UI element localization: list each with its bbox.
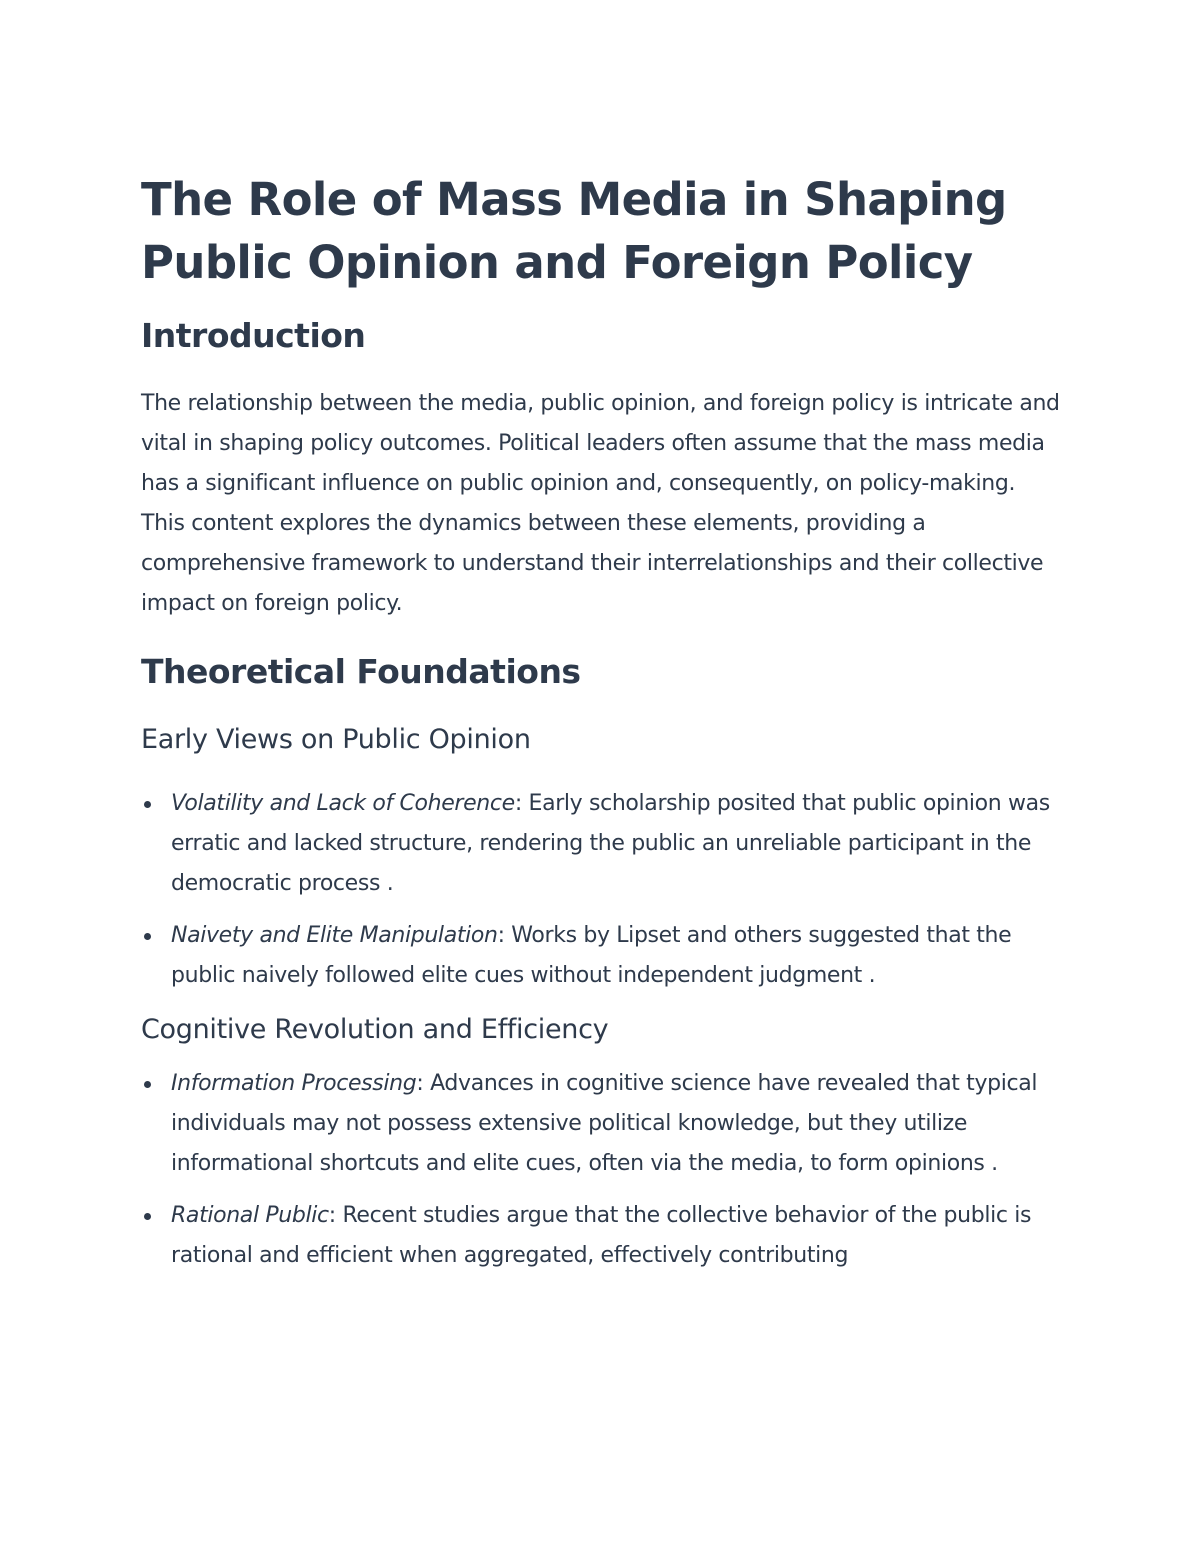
list-item-text: : Recent studies argue that the collective behavior of the public is rational and efficient when aggregated, effectively contributing (171, 1203, 1032, 1268)
early-views-heading: Early Views on Public Opinion (141, 724, 531, 755)
bullet-icon (144, 1081, 151, 1088)
early-views-list (141, 784, 1061, 996)
list-item-term: Naivety and Elite Manipulation (171, 923, 498, 948)
list-item (141, 916, 1061, 996)
cognitive-revolution-heading: Cognitive Revolution and Efficiency (141, 1014, 609, 1045)
document-page (141, 168, 1061, 1276)
list-item-term: Rational Public (171, 1203, 329, 1228)
cognitive-revolution-list (141, 1064, 1061, 1276)
list-item-text: : Advances in cognitive science have revealed that typical individuals may not possess extensive political knowledge, but they utilize informational shortcuts and elite cues, often via the media, to form opinions . (171, 1071, 1038, 1176)
introduction-heading: Introduction (141, 316, 366, 355)
list-item-term: Volatility and Lack of Coherence (171, 791, 515, 816)
list-item (141, 784, 1061, 904)
list-item-text: : Works by Lipset and others suggested that the public naively followed elite cues without independent judgment . (171, 923, 1012, 988)
bullet-icon (144, 1213, 151, 1220)
list-item (141, 1196, 1061, 1276)
list-item-term: Information Processing (171, 1071, 417, 1096)
bullet-icon (144, 801, 151, 808)
introduction-paragraph: The relationship between the media, public opinion, and foreign policy is intricate and vital in shaping policy outcomes. Political leaders often assume that the mass media has a significant influence on public opinion and, consequently, on policy-making. This content explores the dynamics between these elements, providing a comprehensive framework to understand their interrelationships and their collective impact on foreign policy. (141, 391, 1060, 616)
document-title: The Role of Mass Media in Shaping Public Opinion and Foreign Policy (141, 173, 1007, 289)
list-item (141, 1064, 1061, 1184)
list-item-text: : Early scholarship posited that public opinion was erratic and lacked structure, rendering the public an unreliable participant in the democratic process . (171, 791, 1050, 896)
bullet-icon (144, 933, 151, 940)
theoretical-foundations-heading: Theoretical Foundations (141, 652, 581, 691)
